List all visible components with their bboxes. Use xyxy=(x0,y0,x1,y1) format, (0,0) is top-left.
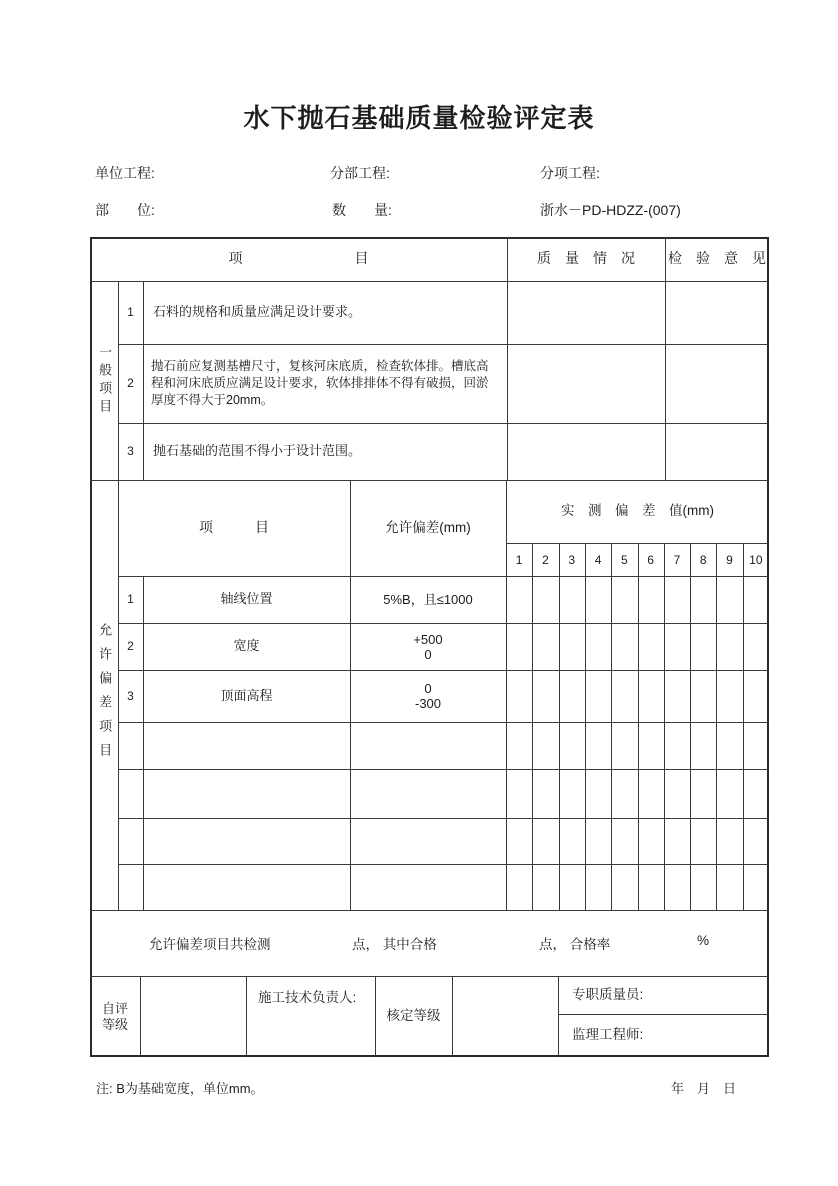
general-row-no: 2 xyxy=(127,376,134,390)
deviation-row-allow xyxy=(350,576,506,623)
general-row-text: 抛石前应复测基槽尺寸，复核河床底质，检查软体排。槽底高程和河床底质应满足设计要求，软体排排体不得有破损，回淤厚度不得大于20mm。 xyxy=(151,359,489,407)
self-grade-line2: 等级 xyxy=(101,1016,128,1032)
grid-line xyxy=(118,818,769,819)
item-project-label: 分项工程: xyxy=(540,165,600,181)
deviation-row-allow xyxy=(350,670,506,722)
grid-line xyxy=(664,543,665,910)
grid-line xyxy=(716,543,717,910)
measured-col-no: 1 xyxy=(515,552,523,567)
allow-line: 0 xyxy=(424,646,432,662)
page-title: 水下抛石基础质量检验评定表 xyxy=(243,103,595,133)
deviation-row-allow xyxy=(350,623,506,670)
supervisor-label: 监理工程师: xyxy=(572,1027,644,1043)
general-section-label-text: 一般项目 xyxy=(97,344,113,417)
summary-qualified-label: 点， 其中合格 xyxy=(352,937,437,952)
deviation-header-measured: 实 测 偏 差 值(mm) xyxy=(561,503,714,519)
grid-line xyxy=(90,910,769,911)
deviation-row-item: 顶面高程 xyxy=(220,687,273,703)
measured-col-numbers xyxy=(506,543,769,576)
measured-col-no: 7 xyxy=(673,552,681,567)
quantity-label: 数 量: xyxy=(332,202,392,218)
grid-line xyxy=(743,543,744,910)
verify-grade-label: 核定等级 xyxy=(386,1008,441,1024)
grid-line xyxy=(532,543,533,910)
summary-rate-label: 点， 合格率 xyxy=(539,937,611,952)
deviation-header-item: 项 目 xyxy=(199,519,269,536)
measured-col-no: 3 xyxy=(568,552,576,567)
measured-col-no: 4 xyxy=(594,552,602,567)
header-quality: 质 量 情 况 xyxy=(537,250,635,267)
measured-col-no: 8 xyxy=(699,552,707,567)
deviation-header-allow: 允许偏差(mm) xyxy=(385,519,471,535)
footer-date: 年 月 日 xyxy=(671,1081,737,1096)
grid-line xyxy=(118,722,769,723)
general-row-no: 3 xyxy=(127,444,134,458)
tech-director-label: 施工技术负责人: xyxy=(258,990,357,1005)
deviation-section-label-text: 允许偏差项目 xyxy=(97,623,113,767)
allow-line: 5%B，且≤1000 xyxy=(383,592,473,607)
measured-col-no: 10 xyxy=(749,552,763,567)
quality-officer-label: 专职质量员: xyxy=(572,986,644,1002)
grid-line xyxy=(585,543,586,910)
deviation-section-label xyxy=(90,480,118,910)
general-row-no: 1 xyxy=(127,305,134,319)
general-row-text: 石料的规格和质量应满足设计要求。 xyxy=(153,304,362,320)
measured-col-no: 5 xyxy=(620,552,628,567)
header-opinion: 检 验 意 见 xyxy=(668,250,766,267)
summary-percent-label: % xyxy=(697,933,710,948)
deviation-row-item: 宽度 xyxy=(233,638,260,654)
form-code: 浙水－PD-HDZZ-(007) xyxy=(540,202,681,218)
deviation-row-no: 1 xyxy=(127,592,134,606)
deviation-row-item: 轴线位置 xyxy=(220,591,273,607)
measured-col-no: 9 xyxy=(726,552,733,567)
deviation-row-no: 2 xyxy=(127,639,134,653)
general-section-label xyxy=(90,281,118,480)
allow-line: 0 xyxy=(424,681,432,696)
unit-project-label: 单位工程: xyxy=(95,165,155,181)
part-label: 部 位: xyxy=(95,202,155,218)
allow-line: -300 xyxy=(414,696,442,711)
grid-line xyxy=(118,769,769,770)
division-project-label: 分部工程: xyxy=(330,165,390,181)
grid-line xyxy=(559,543,560,910)
summary-checked-label: 允许偏差项目共检测 xyxy=(149,937,271,952)
measured-col-no: 2 xyxy=(542,552,549,567)
self-grade-label xyxy=(90,976,140,1057)
footer-note: 注: B为基础宽度，单位mm。 xyxy=(96,1081,264,1096)
measured-col-no: 6 xyxy=(647,552,654,567)
general-row-text: 抛石基础的范围不得小于设计范围。 xyxy=(153,443,362,459)
verify-grade-value-cell xyxy=(452,976,558,1057)
deviation-row-no: 3 xyxy=(127,688,134,703)
self-grade-value-cell xyxy=(140,976,246,1057)
grid-line xyxy=(611,543,612,910)
self-grade-line1: 自评 xyxy=(101,1000,128,1016)
grid-line xyxy=(118,864,769,865)
grid-line xyxy=(690,543,691,910)
grid-line xyxy=(638,543,639,910)
allow-line: +500 xyxy=(413,631,443,647)
header-item: 项 目 xyxy=(228,250,369,267)
